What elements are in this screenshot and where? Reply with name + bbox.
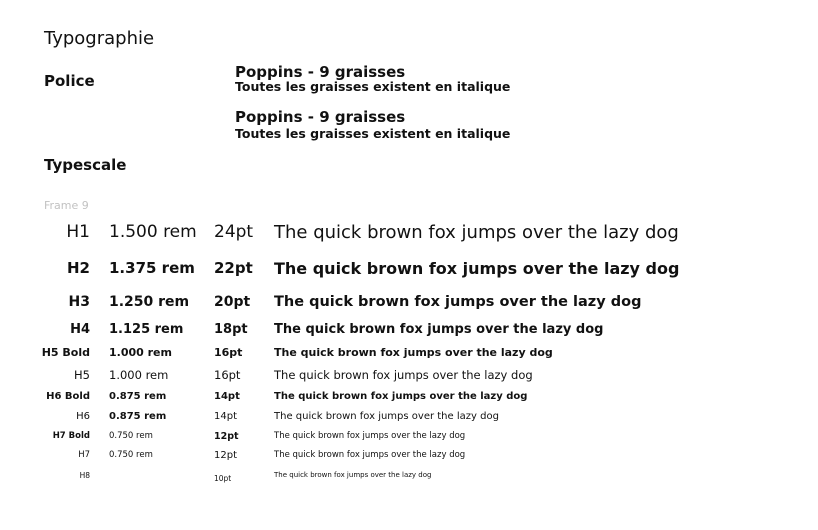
sample-text: The quick brown fox jumps over the lazy dog [274,294,642,310]
sample-text: The quick brown fox jumps over the lazy dog [274,322,604,337]
style-name: H5 [74,368,90,382]
style-name: H8 [79,471,90,480]
police-label: Police [44,72,95,90]
font-family-name: Poppins - 9 graisses [235,63,406,81]
style-name: H2 [67,259,90,277]
rem-value: 1.000 rem [109,346,172,359]
pt-value: 12pt [214,450,237,461]
pt-value: 16pt [214,346,243,359]
page-title: Typographie [44,28,155,49]
pt-value: 16pt [214,368,241,382]
style-name: H4 [70,322,90,337]
sample-text: The quick brown fox jumps over the lazy dog [274,431,466,441]
style-name: H7 Bold [52,431,90,441]
style-name: H3 [68,294,90,310]
sample-text: The quick brown fox jumps over the lazy dog [274,391,528,402]
pt-value: 20pt [214,294,251,310]
font-family-name: Poppins - 9 graisses [235,108,406,126]
pt-value: 24pt [214,222,254,242]
rem-value: 1.000 rem [109,368,169,382]
pt-value: 14pt [214,391,240,402]
sample-text: The quick brown fox jumps over the lazy dog [274,346,553,359]
style-name: H6 Bold [46,391,90,402]
rem-value: 1.250 rem [109,294,190,310]
font-italic-note: Toutes les graisses existent en italique [235,79,511,94]
sample-text: The quick brown fox jumps over the lazy dog [274,259,680,278]
pt-value: 22pt [214,259,253,277]
pt-value: 18pt [214,322,248,337]
sample-text: The quick brown fox jumps over the lazy dog [274,411,499,422]
style-name: H7 [78,450,90,460]
pt-value: 12pt [214,431,239,442]
style-name: H6 [76,411,90,422]
pt-value: 14pt [214,411,237,422]
rem-value: 0.750 rem [109,431,153,441]
sample-text: The quick brown fox jumps over the lazy dog [274,222,679,243]
pt-value: 10pt [214,474,232,483]
rem-value: 0.875 rem [109,391,167,402]
sample-text: The quick brown fox jumps over the lazy dog [274,471,432,479]
sample-text: The quick brown fox jumps over the lazy dog [274,450,466,460]
font-italic-note: Toutes les graisses existent en italique [235,126,511,141]
rem-value: 0.750 rem [109,450,153,460]
frame-label: Frame 9 [44,199,89,212]
sample-text: The quick brown fox jumps over the lazy dog [274,368,533,382]
rem-value: 1.500 rem [109,222,197,242]
rem-value: 0.875 rem [109,411,167,422]
typescale-label: Typescale [44,156,127,174]
rem-value: 1.125 rem [109,322,184,337]
style-name: H5 Bold [41,346,90,359]
style-name: H1 [66,222,90,242]
rem-value: 1.375 rem [109,259,195,277]
